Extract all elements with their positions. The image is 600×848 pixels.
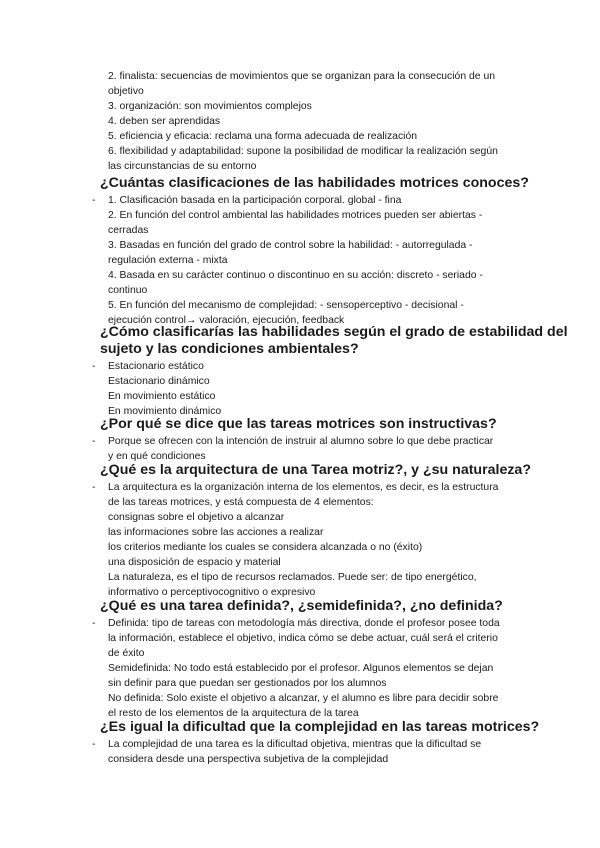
question-heading xyxy=(100,175,540,192)
answer-line: el resto de los elementos de la arquitectura de la tarea xyxy=(108,708,359,719)
answer-line: 1. Clasificación basada en la participación corporal. global - fina xyxy=(108,195,402,206)
bullet-dash: - xyxy=(92,618,96,629)
answer-line: 2. En función del control ambiental las habilidades motrices pueden ser abiertas - xyxy=(108,210,483,221)
answer-line: ejecución control→ valoración, ejecución, feedback xyxy=(108,315,345,326)
answer-line: los criterios mediante los cuales se considera alcanzada o no (éxito) xyxy=(108,542,423,553)
answer-line: considera desde una perspectiva subjetiva de la complejidad xyxy=(108,754,389,765)
intro-line: 3. organización: son movimientos complejos xyxy=(108,101,312,112)
answer-line: En movimiento estático xyxy=(108,391,216,402)
answer-block xyxy=(92,359,532,419)
intro-line: 6. flexibilidad y adaptabilidad: supone la posibilidad de modificar la realización según xyxy=(108,146,498,157)
answer-line: La naturaleza, es el tipo de recursos reclamados. Puede ser: de tipo energético, xyxy=(108,572,477,583)
bullet-dash: - xyxy=(92,361,96,372)
answer-line: sin definir para que puedan ser gestionados por los alumnos xyxy=(108,678,387,689)
answer-line: de éxito xyxy=(108,648,145,659)
question-line: ¿Por qué se dice que las tareas motrices son instructivas? xyxy=(100,416,497,432)
intro-list xyxy=(108,69,528,174)
answer-line: consignas sobre el objetivo a alcanzar xyxy=(108,512,285,523)
question-heading xyxy=(100,598,540,615)
answer-line: No definida: Solo existe el objetivo a alcanzar, y el alumno es libre para decidir sobre xyxy=(108,693,499,704)
answer-line: Porque se ofrecen con la intención de instruir al alumno sobre lo que debe practicar xyxy=(108,436,494,447)
question-line: ¿Qué es una tarea definida?, ¿semidefinida?, ¿no definida? xyxy=(100,598,503,614)
question-line: ¿Es igual la dificultad que la complejidad en las tareas motrices? xyxy=(100,719,540,735)
question-line: ¿Cómo clasificarías las habilidades según el grado de estabilidad del xyxy=(100,324,568,340)
question-line: sujeto y las condiciones ambientales? xyxy=(100,341,359,357)
bullet-dash: - xyxy=(92,739,96,750)
answer-block xyxy=(92,434,532,464)
answer-line: Semidefinida: No todo está establecido por el profesor. Algunos elementos se dejan xyxy=(108,663,494,674)
bullet-dash: - xyxy=(92,436,96,447)
answer-line: En movimiento dinámico xyxy=(108,406,222,417)
intro-line: 2. finalista: secuencias de movimientos que se organizan para la consecución de un xyxy=(108,71,495,82)
answer-line: Estacionario dinámico xyxy=(108,376,210,387)
intro-line: 4. deben ser aprendidas xyxy=(108,116,221,127)
intro-line: 5. eficiencia y eficacia: reclama una forma adecuada de realización xyxy=(108,131,418,142)
answer-line: de las tareas motrices, y está compuesta de 4 elementos: xyxy=(108,497,374,508)
answer-line: continuo xyxy=(108,285,148,296)
answer-block xyxy=(92,480,532,600)
intro-line: las circunstancias de su entorno xyxy=(108,161,257,172)
answer-line: La arquitectura es la organización interna de los elementos, es decir, es la estructura xyxy=(108,482,499,493)
answer-line: regulación externa - mixta xyxy=(108,255,228,266)
question-line: ¿Qué es la arquitectura de una Tarea motriz?, y ¿su naturaleza? xyxy=(100,462,531,478)
answer-line: Estacionario estático xyxy=(108,361,204,372)
answer-line: La complejidad de una tarea es la dificultad objetiva, mientras que la dificultad se xyxy=(108,739,482,750)
question-line: ¿Cuántas clasificaciones de las habilidades motrices conoces? xyxy=(100,175,529,191)
bullet-dash: - xyxy=(92,195,96,206)
intro-line: objetivo xyxy=(108,86,144,97)
answer-block xyxy=(92,193,532,328)
bullet-dash: - xyxy=(92,482,96,493)
answer-line: y en qué condiciones xyxy=(108,451,206,462)
answer-line: informativo o perceptivocognitivo o expresivo xyxy=(108,587,316,598)
answer-line: 4. Basada en su carácter continuo o discontinuo en su acción: discreto - seriado - xyxy=(108,270,483,281)
answer-line: las informaciones sobre las acciones a realizar xyxy=(108,527,324,538)
answer-line: la información, establece el objetivo, indica cómo se debe actuar, cuál será el criterio xyxy=(108,633,498,644)
answer-line: 3. Basadas en función del grado de control sobre la habilidad: - autorregulada - xyxy=(108,240,473,251)
question-heading xyxy=(100,462,540,479)
answer-line: una disposición de espacio y material xyxy=(108,557,281,568)
question-heading xyxy=(100,324,568,358)
question-heading xyxy=(100,719,540,736)
answer-block xyxy=(92,737,532,767)
answer-line: cerradas xyxy=(108,225,149,236)
answer-line: 5. En función del mecanismo de complejidad: - sensoperceptivo - decisional - xyxy=(108,300,464,311)
question-heading xyxy=(100,416,540,433)
answer-block xyxy=(92,616,532,721)
answer-line: Definida: tipo de tareas con metodología más directiva, donde el profesor posee toda xyxy=(108,618,500,629)
